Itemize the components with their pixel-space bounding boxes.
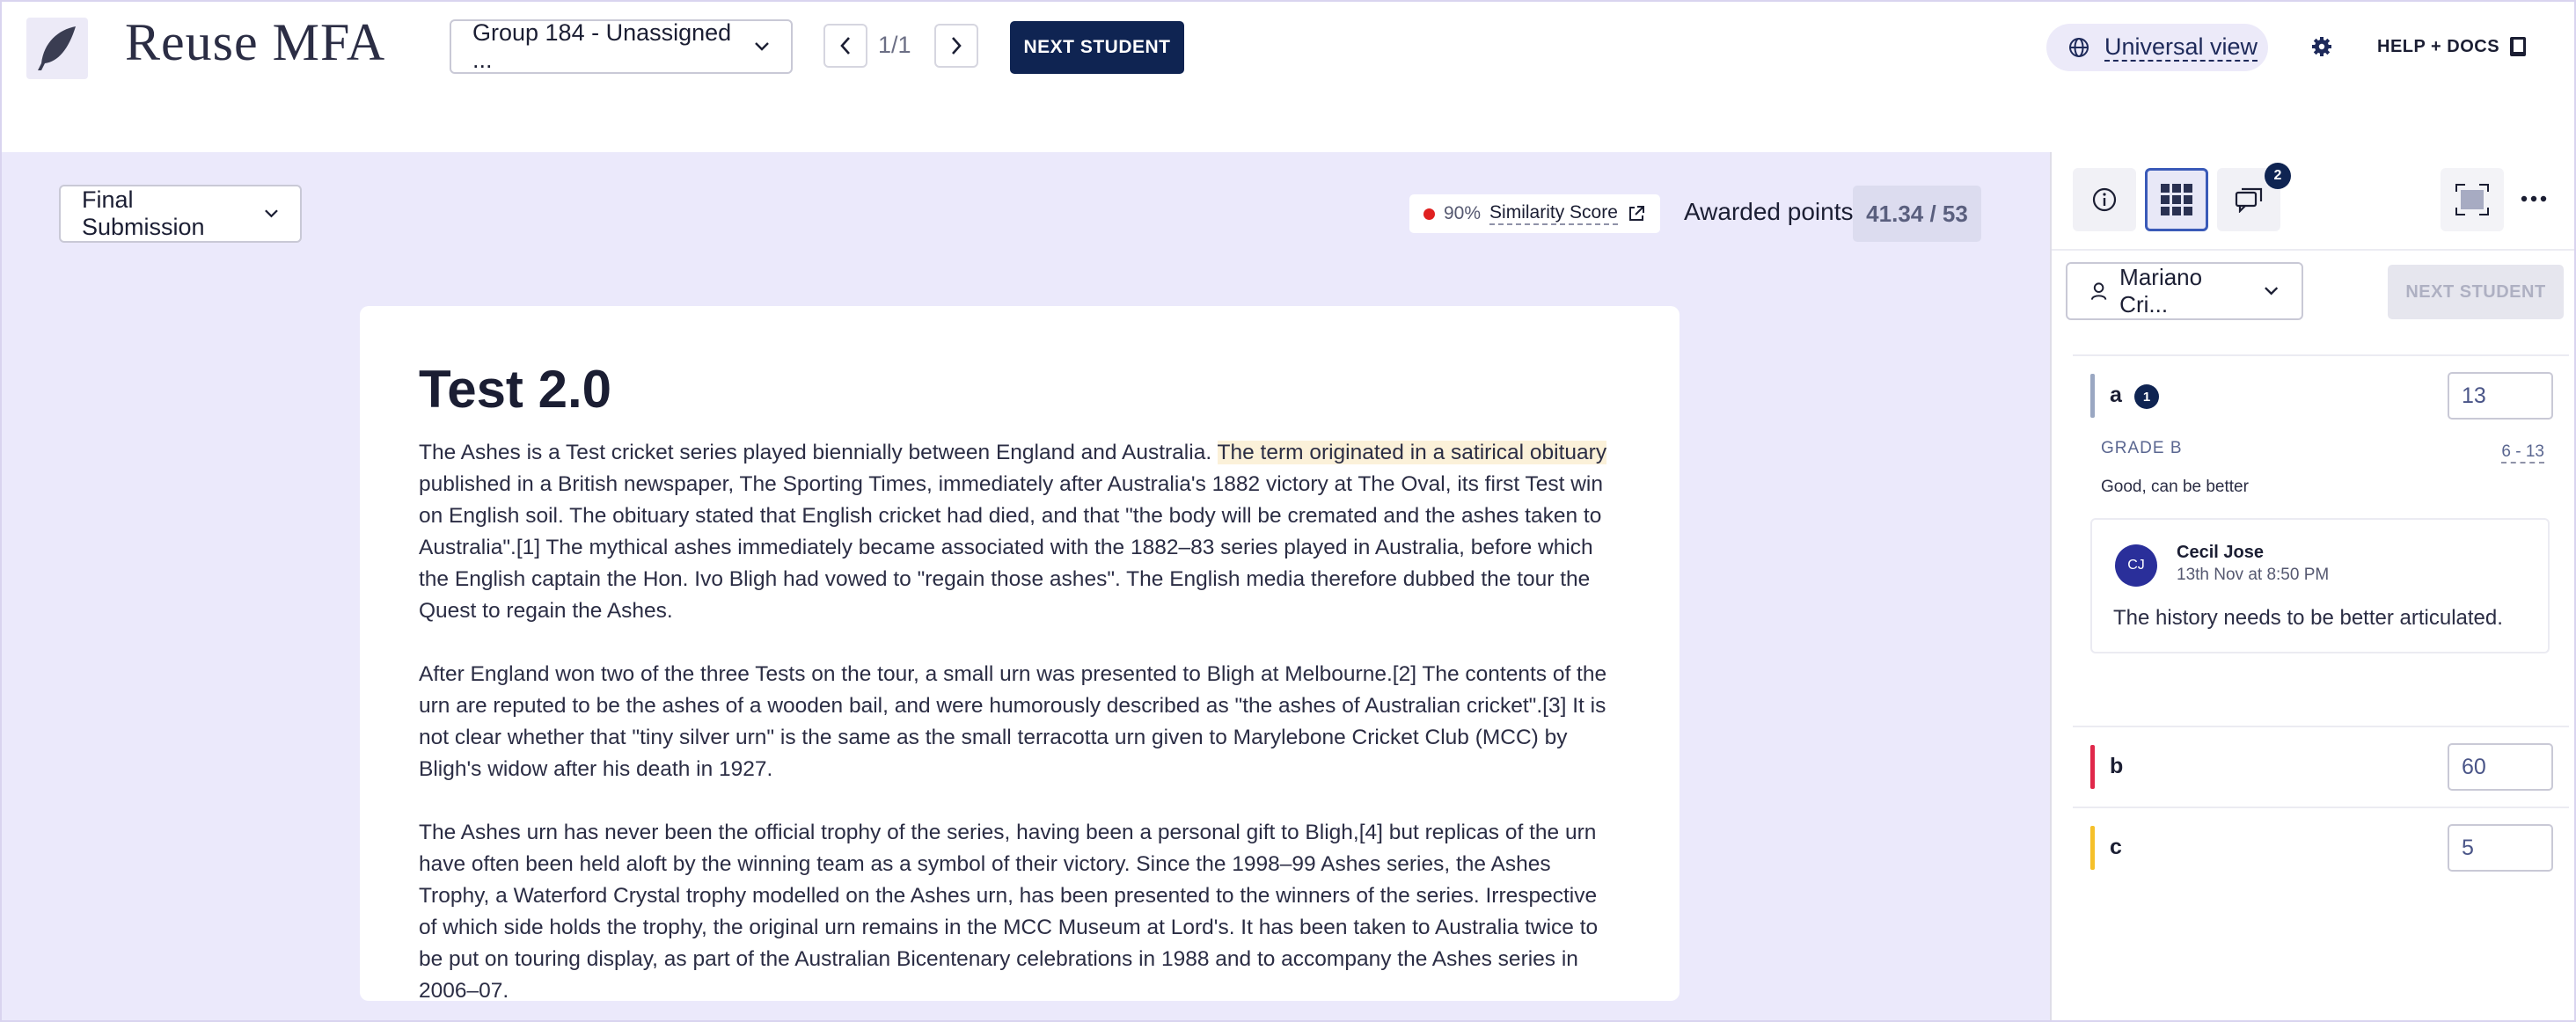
main-content: [0, 152, 2050, 1022]
grid-icon: [2159, 182, 2194, 217]
grade-description: Good, can be better: [2101, 478, 2249, 496]
criterion-color-bar: [2090, 826, 2095, 870]
student-select[interactable]: [2066, 262, 2303, 320]
criterion-color-bar: [2090, 374, 2095, 418]
settings-button[interactable]: [2309, 33, 2335, 60]
document-paragraph-2: After England won two of the three Tests on the tour, a small urn was presented to Bligh at Melbourne.[2] The contents of the urn are reputed to be the ashes of a wooden bail, and were humorously described as "the ashes of Australian cricket".[3] It is not clear whether that "tiny silver urn" is the same as the small terracotta urn given to Marylebone Cricket Club (MCC) by Bligh's widow after his death in 1927.: [419, 662, 1607, 781]
layout-icon: [2455, 183, 2490, 216]
chevron-right-icon: [950, 36, 962, 55]
more-options-button[interactable]: [2516, 186, 2551, 212]
criterion-b[interactable]: [2073, 727, 2569, 808]
info-icon: [2091, 186, 2118, 213]
criterion-label: c: [2110, 835, 2122, 859]
comment-text: The history needs to be better articulated.: [2113, 606, 2503, 630]
tab-info[interactable]: [2073, 168, 2136, 231]
awarded-points-label: Awarded points: [1684, 198, 1854, 225]
universal-view-toggle[interactable]: [2046, 24, 2268, 71]
next-student-button[interactable]: NEXT STUDENT: [1010, 21, 1184, 74]
document-paragraph-3: The Ashes urn has never been the official trophy of the series, having been a personal gift to Bligh,[4] but replicas of the urn have often been held aloft by the winning team as a symbol of their victory. Since the 1998–99 Ashes series, the Ashes Trophy, a Waterford Crystal trophy modelled on the Ashes urn, has been presented to the winners of the series. Irrespective of which side holds the trophy, the original urn remains in the MCC Museum at Lord's. It has been taken to Australia twice to be put on touring display, as part of the Australian Bicentenary celebrations in 1988 and to accompany the Ashes series in 2006–07.: [419, 821, 1599, 1001]
help-docs-link[interactable]: [2377, 35, 2528, 58]
group-select-label: Group 184 - Unassigned ...: [472, 19, 732, 73]
criterion-a-score-input[interactable]: [2448, 372, 2553, 420]
paragraph-text: The Ashes is a Test cricket series played biennially between England and Australia.: [419, 441, 1218, 464]
next-student-button-disabled[interactable]: NEXT STUDENT: [2388, 265, 2564, 319]
tab-rubric[interactable]: [2145, 168, 2208, 231]
grade-details: [2073, 435, 2569, 727]
user-icon: [2090, 281, 2107, 301]
grade-range: 6 - 13: [2501, 442, 2544, 464]
submission-select[interactable]: [59, 185, 302, 243]
comment-timestamp: 13th Nov at 8:50 PM: [2177, 566, 2330, 584]
grade-name: GRADE B: [2101, 439, 2183, 457]
paragraph-text: published in a British newspaper, The Sporting Times, immediately after Australia's 1882 victory at The Oval, its first Test win on English soil. The obituary stated that English cricket had died, and that "the body will be cremated and the ashes taken to Australia".[1] The mythical ashes immediately became associated with the 1882–83 series played in Australia, before which the English captain the Hon. Ivo Bligh had vowed to "regain those ashes". The English media therefore dubbed the tour the Quest to regain the Ashes.: [419, 472, 1603, 623]
grading-panel: [2050, 152, 2576, 1022]
prev-button[interactable]: [823, 24, 867, 68]
criterion-label: b: [2110, 754, 2124, 778]
comment-author: Cecil Jose: [2177, 543, 2264, 562]
chevron-down-icon: [264, 208, 279, 219]
criterion-a[interactable]: [2073, 354, 2569, 435]
app-title: Reuse MFA: [125, 13, 386, 71]
rubric-criteria: [2073, 354, 2569, 887]
criterion-color-bar: [2090, 745, 2095, 789]
logo[interactable]: [26, 18, 88, 79]
similarity-status-dot: [1423, 208, 1435, 220]
awarded-points-value: 41.34 / 53: [1853, 186, 1981, 242]
header: [0, 0, 2576, 152]
group-select[interactable]: [450, 19, 793, 74]
document-title: Test 2.0: [419, 360, 611, 419]
submission-select-label: Final Submission: [82, 186, 205, 240]
chevron-down-icon: [2264, 286, 2279, 296]
student-name: Mariano Cri...: [2119, 264, 2203, 318]
criterion-b-score-input[interactable]: [2448, 743, 2553, 791]
comments-icon: [2235, 186, 2263, 213]
universal-view-label: Universal view: [2104, 33, 2258, 60]
comment-card: [2090, 518, 2550, 653]
comments-count-badge: 2: [2265, 163, 2291, 189]
external-link-icon: [1627, 204, 1646, 223]
help-docs-label: HELP + DOCS: [2377, 36, 2500, 56]
globe-icon: [2067, 36, 2090, 59]
similarity-score[interactable]: [1409, 194, 1660, 233]
document-viewer: [360, 306, 1680, 1001]
criterion-c[interactable]: [2073, 808, 2569, 887]
next-button[interactable]: [934, 24, 978, 68]
chevron-down-icon: [754, 41, 770, 52]
highlighted-text[interactable]: The term originated in a satirical obituary: [1217, 441, 1607, 464]
criterion-comment-badge: 1: [2134, 384, 2159, 409]
criterion-label: a: [2110, 383, 2122, 407]
book-icon: [2508, 35, 2528, 58]
layout-button[interactable]: [2441, 168, 2504, 231]
document-paragraph-1: [419, 437, 1621, 627]
feather-icon: [35, 25, 79, 72]
page-indicator: 1/1: [878, 32, 911, 58]
similarity-score-link: Similarity Score: [1489, 202, 1618, 225]
criterion-c-score-input[interactable]: [2448, 824, 2553, 872]
gear-icon: [2311, 36, 2332, 57]
chevron-left-icon: [839, 36, 852, 55]
similarity-percent: 90%: [1444, 203, 1482, 223]
panel-tabs: [2052, 152, 2576, 251]
more-icon: [2521, 195, 2547, 202]
avatar: CJ: [2115, 544, 2157, 587]
